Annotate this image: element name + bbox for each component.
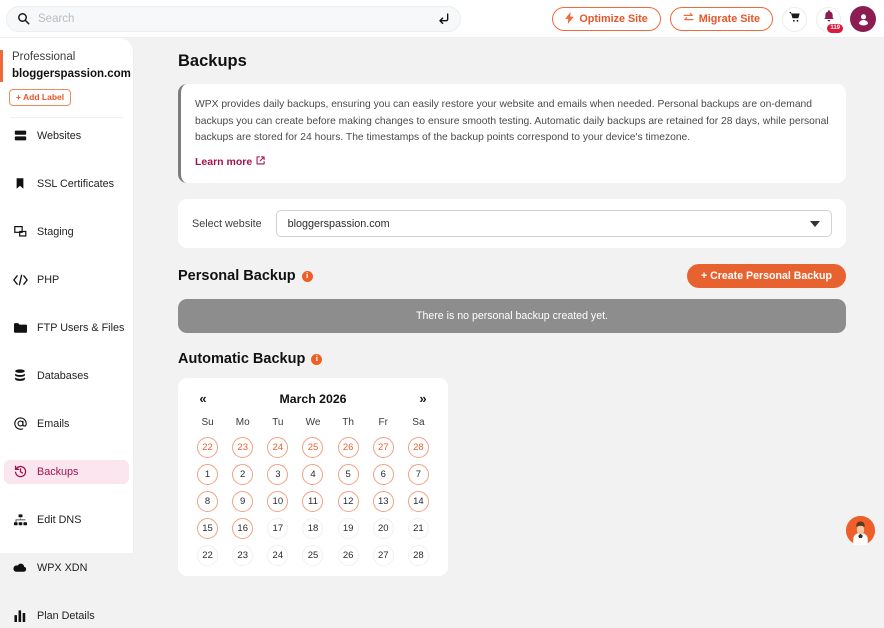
sidebar-item-php[interactable] bbox=[4, 268, 129, 292]
calendar-day-cell bbox=[401, 464, 436, 485]
calendar-day[interactable]: 14 bbox=[408, 491, 429, 512]
calendar-day-cell bbox=[190, 464, 225, 485]
backup-calendar bbox=[178, 378, 448, 576]
sidebar-item-plan-details[interactable] bbox=[4, 604, 129, 628]
search-input[interactable] bbox=[38, 13, 437, 25]
sidebar-spacer bbox=[0, 484, 133, 508]
page-title: Backups bbox=[178, 52, 247, 70]
calendar-day[interactable]: 27 bbox=[373, 437, 394, 458]
info-text: WPX provides daily backups, ensuring you can easily restore your website and emails when needed. Personal backups are on-demand backups you can create before making changes to ensure smooth testing. Automatic daily backups are retained for 28 days, while personal backups are stored for 24 hours. The timestamps of the backup points correspond to your device's timezone. bbox=[195, 99, 829, 144]
calendar-day-cell bbox=[401, 437, 436, 458]
info-icon[interactable]: i bbox=[311, 354, 322, 365]
calendar-grid bbox=[190, 417, 436, 566]
calendar-day: 21 bbox=[408, 518, 429, 539]
sidebar-item-label: Backups bbox=[37, 465, 79, 478]
top-bar-actions bbox=[552, 0, 876, 38]
calendar-day-cell bbox=[260, 464, 295, 485]
calendar-day[interactable]: 1 bbox=[197, 464, 218, 485]
calendar-day[interactable]: 28 bbox=[408, 437, 429, 458]
calendar-day[interactable]: 10 bbox=[267, 491, 288, 512]
calendar-day[interactable]: 2 bbox=[232, 464, 253, 485]
calendar-day-cell bbox=[331, 518, 366, 539]
select-website-value: bloggerspassion.com bbox=[287, 217, 390, 230]
calendar-day-cell bbox=[295, 437, 330, 458]
calendar-day-cell bbox=[295, 545, 330, 566]
calendar-day[interactable]: 25 bbox=[302, 437, 323, 458]
calendar-day-cell bbox=[260, 491, 295, 512]
sidebar-spacer bbox=[0, 244, 133, 268]
history-icon bbox=[13, 465, 27, 479]
calendar-day[interactable]: 23 bbox=[232, 437, 253, 458]
select-website-label: Select website bbox=[192, 217, 262, 230]
sidebar-item-label: Websites bbox=[37, 129, 82, 142]
calendar-next-button[interactable]: » bbox=[419, 391, 427, 407]
calendar-day[interactable]: 16 bbox=[232, 518, 253, 539]
calendar-day-cell bbox=[260, 437, 295, 458]
code-icon bbox=[13, 273, 27, 287]
personal-backup-empty-state: There is no personal backup created yet. bbox=[178, 299, 846, 333]
info-card bbox=[178, 84, 846, 183]
calendar-day[interactable]: 9 bbox=[232, 491, 253, 512]
sidebar bbox=[0, 38, 134, 622]
calendar-day[interactable]: 15 bbox=[197, 518, 218, 539]
calendar-dow: Sa bbox=[412, 417, 425, 429]
sidebar-item-label: Edit DNS bbox=[37, 513, 82, 526]
plan-name: Professional bbox=[12, 51, 76, 63]
plan-block bbox=[0, 50, 133, 106]
calendar-day[interactable]: 24 bbox=[267, 437, 288, 458]
calendar-day-cell bbox=[225, 545, 260, 566]
calendar-day: 17 bbox=[267, 518, 288, 539]
sidebar-spacer bbox=[0, 196, 133, 220]
sidebar-item-emails[interactable] bbox=[4, 412, 129, 436]
automatic-backup-title-group bbox=[178, 351, 322, 367]
sidebar-nav bbox=[0, 124, 133, 628]
top-bar bbox=[0, 0, 884, 38]
calendar-day-cell bbox=[331, 491, 366, 512]
bookmark-icon bbox=[13, 177, 27, 191]
folder-icon bbox=[13, 321, 27, 335]
support-agent-icon bbox=[846, 516, 875, 545]
calendar-day-cell bbox=[225, 464, 260, 485]
search-box[interactable] bbox=[6, 6, 461, 32]
at-icon bbox=[13, 417, 27, 431]
sidebar-divider bbox=[10, 117, 123, 118]
calendar-day[interactable]: 12 bbox=[338, 491, 359, 512]
calendar-day-cell bbox=[401, 491, 436, 512]
calendar-day: 26 bbox=[338, 545, 359, 566]
calendar-day-cell bbox=[225, 437, 260, 458]
sidebar-item-ssl-certificates[interactable] bbox=[4, 172, 129, 196]
sidebar-item-backups[interactable] bbox=[4, 460, 129, 484]
sidebar-item-label: SSL Certificates bbox=[37, 177, 115, 190]
calendar-day: 19 bbox=[338, 518, 359, 539]
personal-backup-header bbox=[178, 264, 846, 288]
calendar-day-cell bbox=[366, 464, 401, 485]
calendar-day-cell bbox=[190, 545, 225, 566]
calendar-day[interactable]: 13 bbox=[373, 491, 394, 512]
calendar-day: 24 bbox=[267, 545, 288, 566]
sidebar-spacer bbox=[0, 532, 133, 556]
sidebar-spacer bbox=[0, 292, 133, 316]
personal-backup-title-group bbox=[178, 268, 313, 284]
lightning-icon bbox=[565, 12, 574, 27]
calendar-day-cell bbox=[331, 545, 366, 566]
calendar-day-cell bbox=[331, 464, 366, 485]
calendar-dow: Su bbox=[201, 417, 214, 429]
chevron-down-icon bbox=[810, 221, 820, 227]
sidebar-item-wpx-xdn[interactable] bbox=[4, 556, 129, 580]
calendar-day: 22 bbox=[197, 545, 218, 566]
support-chat-button[interactable] bbox=[846, 516, 875, 545]
calendar-day-cell bbox=[225, 518, 260, 539]
calendar-day[interactable]: 26 bbox=[338, 437, 359, 458]
optimize-site-label: Optimize Site bbox=[579, 13, 648, 25]
cart-icon bbox=[789, 10, 801, 28]
info-icon[interactable]: i bbox=[302, 271, 313, 282]
plan-domain: bloggerspassion.com bbox=[12, 67, 131, 80]
sidebar-item-ftp-users-files[interactable] bbox=[4, 316, 129, 340]
sidebar-spacer bbox=[0, 580, 133, 604]
calendar-day: 25 bbox=[302, 545, 323, 566]
calendar-day-cell bbox=[366, 437, 401, 458]
sidebar-spacer bbox=[0, 388, 133, 412]
calendar-day[interactable]: 6 bbox=[373, 464, 394, 485]
calendar-day: 27 bbox=[373, 545, 394, 566]
calendar-day-cell bbox=[295, 518, 330, 539]
staging-icon bbox=[13, 225, 27, 239]
calendar-day[interactable]: 11 bbox=[302, 491, 323, 512]
enter-key-icon[interactable] bbox=[437, 12, 450, 26]
calendar-day-cell bbox=[401, 545, 436, 566]
user-avatar[interactable] bbox=[850, 6, 876, 32]
optimize-site-button[interactable] bbox=[552, 7, 660, 31]
sidebar-item-edit-dns[interactable] bbox=[4, 508, 129, 532]
transfer-icon bbox=[683, 12, 694, 26]
calendar-day-cell bbox=[225, 491, 260, 512]
calendar-month-label: March 2026 bbox=[279, 391, 347, 406]
calendar-day-cell bbox=[295, 464, 330, 485]
calendar-day[interactable]: 7 bbox=[408, 464, 429, 485]
calendar-day-cell bbox=[260, 545, 295, 566]
calendar-day-cell bbox=[366, 518, 401, 539]
sidebar-item-label: FTP Users & Files bbox=[37, 321, 125, 334]
learn-more-link[interactable] bbox=[195, 156, 265, 168]
bar-chart-icon bbox=[13, 609, 27, 623]
personal-backup-title: Personal Backup bbox=[178, 268, 296, 285]
cloud-icon bbox=[13, 561, 27, 575]
calendar-dow: Mo bbox=[235, 417, 250, 429]
notifications-button[interactable] bbox=[816, 7, 841, 32]
migrate-site-button[interactable] bbox=[670, 7, 773, 31]
calendar-dow: Th bbox=[342, 417, 354, 429]
sidebar-item-label: Emails bbox=[37, 417, 70, 430]
calendar-header bbox=[190, 391, 436, 406]
sidebar-item-staging[interactable] bbox=[4, 220, 129, 244]
sidebar-item-websites[interactable] bbox=[4, 124, 129, 148]
person-icon bbox=[857, 13, 870, 26]
main-content bbox=[134, 38, 884, 562]
sitemap-icon bbox=[13, 513, 27, 527]
calendar-day[interactable]: 22 bbox=[197, 437, 218, 458]
select-website-card bbox=[178, 199, 846, 248]
migrate-site-label: Migrate Site bbox=[698, 13, 760, 25]
calendar-day-cell bbox=[190, 491, 225, 512]
calendar-dow: We bbox=[305, 417, 321, 429]
select-website-dropdown[interactable] bbox=[276, 210, 832, 237]
calendar-day[interactable]: 8 bbox=[197, 491, 218, 512]
calendar-day: 18 bbox=[302, 518, 323, 539]
calendar-prev-button[interactable]: « bbox=[199, 391, 207, 407]
calendar-dow: Tu bbox=[272, 417, 284, 429]
calendar-day-cell bbox=[366, 545, 401, 566]
calendar-day[interactable]: 4 bbox=[302, 464, 323, 485]
notification-badge: 119 bbox=[826, 23, 844, 34]
automatic-backup-header bbox=[178, 351, 846, 367]
sidebar-spacer bbox=[0, 340, 133, 364]
add-label-button[interactable]: + Add Label bbox=[9, 89, 71, 106]
sidebar-item-databases[interactable] bbox=[4, 364, 129, 388]
calendar-day-cell bbox=[401, 518, 436, 539]
calendar-day[interactable]: 5 bbox=[338, 464, 359, 485]
sidebar-spacer bbox=[0, 148, 133, 172]
sidebar-item-label: Plan Details bbox=[37, 609, 95, 622]
external-link-icon bbox=[256, 156, 265, 168]
calendar-day: 20 bbox=[373, 518, 394, 539]
sidebar-spacer bbox=[0, 436, 133, 460]
calendar-dow: Fr bbox=[378, 417, 388, 429]
calendar-day-cell bbox=[190, 437, 225, 458]
calendar-day-cell bbox=[366, 491, 401, 512]
learn-more-label: Learn more bbox=[195, 156, 253, 169]
calendar-day-cell bbox=[331, 437, 366, 458]
sidebar-item-label: WPX XDN bbox=[37, 561, 88, 574]
sidebar-item-label: Databases bbox=[37, 369, 89, 382]
calendar-day-cell bbox=[295, 491, 330, 512]
database-icon bbox=[13, 369, 27, 383]
calendar-day: 28 bbox=[408, 545, 429, 566]
sidebar-item-label: Staging bbox=[37, 225, 74, 238]
cart-button[interactable] bbox=[782, 7, 807, 32]
calendar-day-cell bbox=[260, 518, 295, 539]
calendar-day[interactable]: 3 bbox=[267, 464, 288, 485]
calendar-day: 23 bbox=[232, 545, 253, 566]
search-icon bbox=[17, 12, 30, 25]
automatic-backup-title: Automatic Backup bbox=[178, 351, 306, 368]
calendar-day-cell bbox=[190, 518, 225, 539]
create-personal-backup-button[interactable]: + Create Personal Backup bbox=[687, 264, 846, 288]
server-icon bbox=[13, 129, 27, 143]
sidebar-item-label: PHP bbox=[37, 273, 60, 286]
